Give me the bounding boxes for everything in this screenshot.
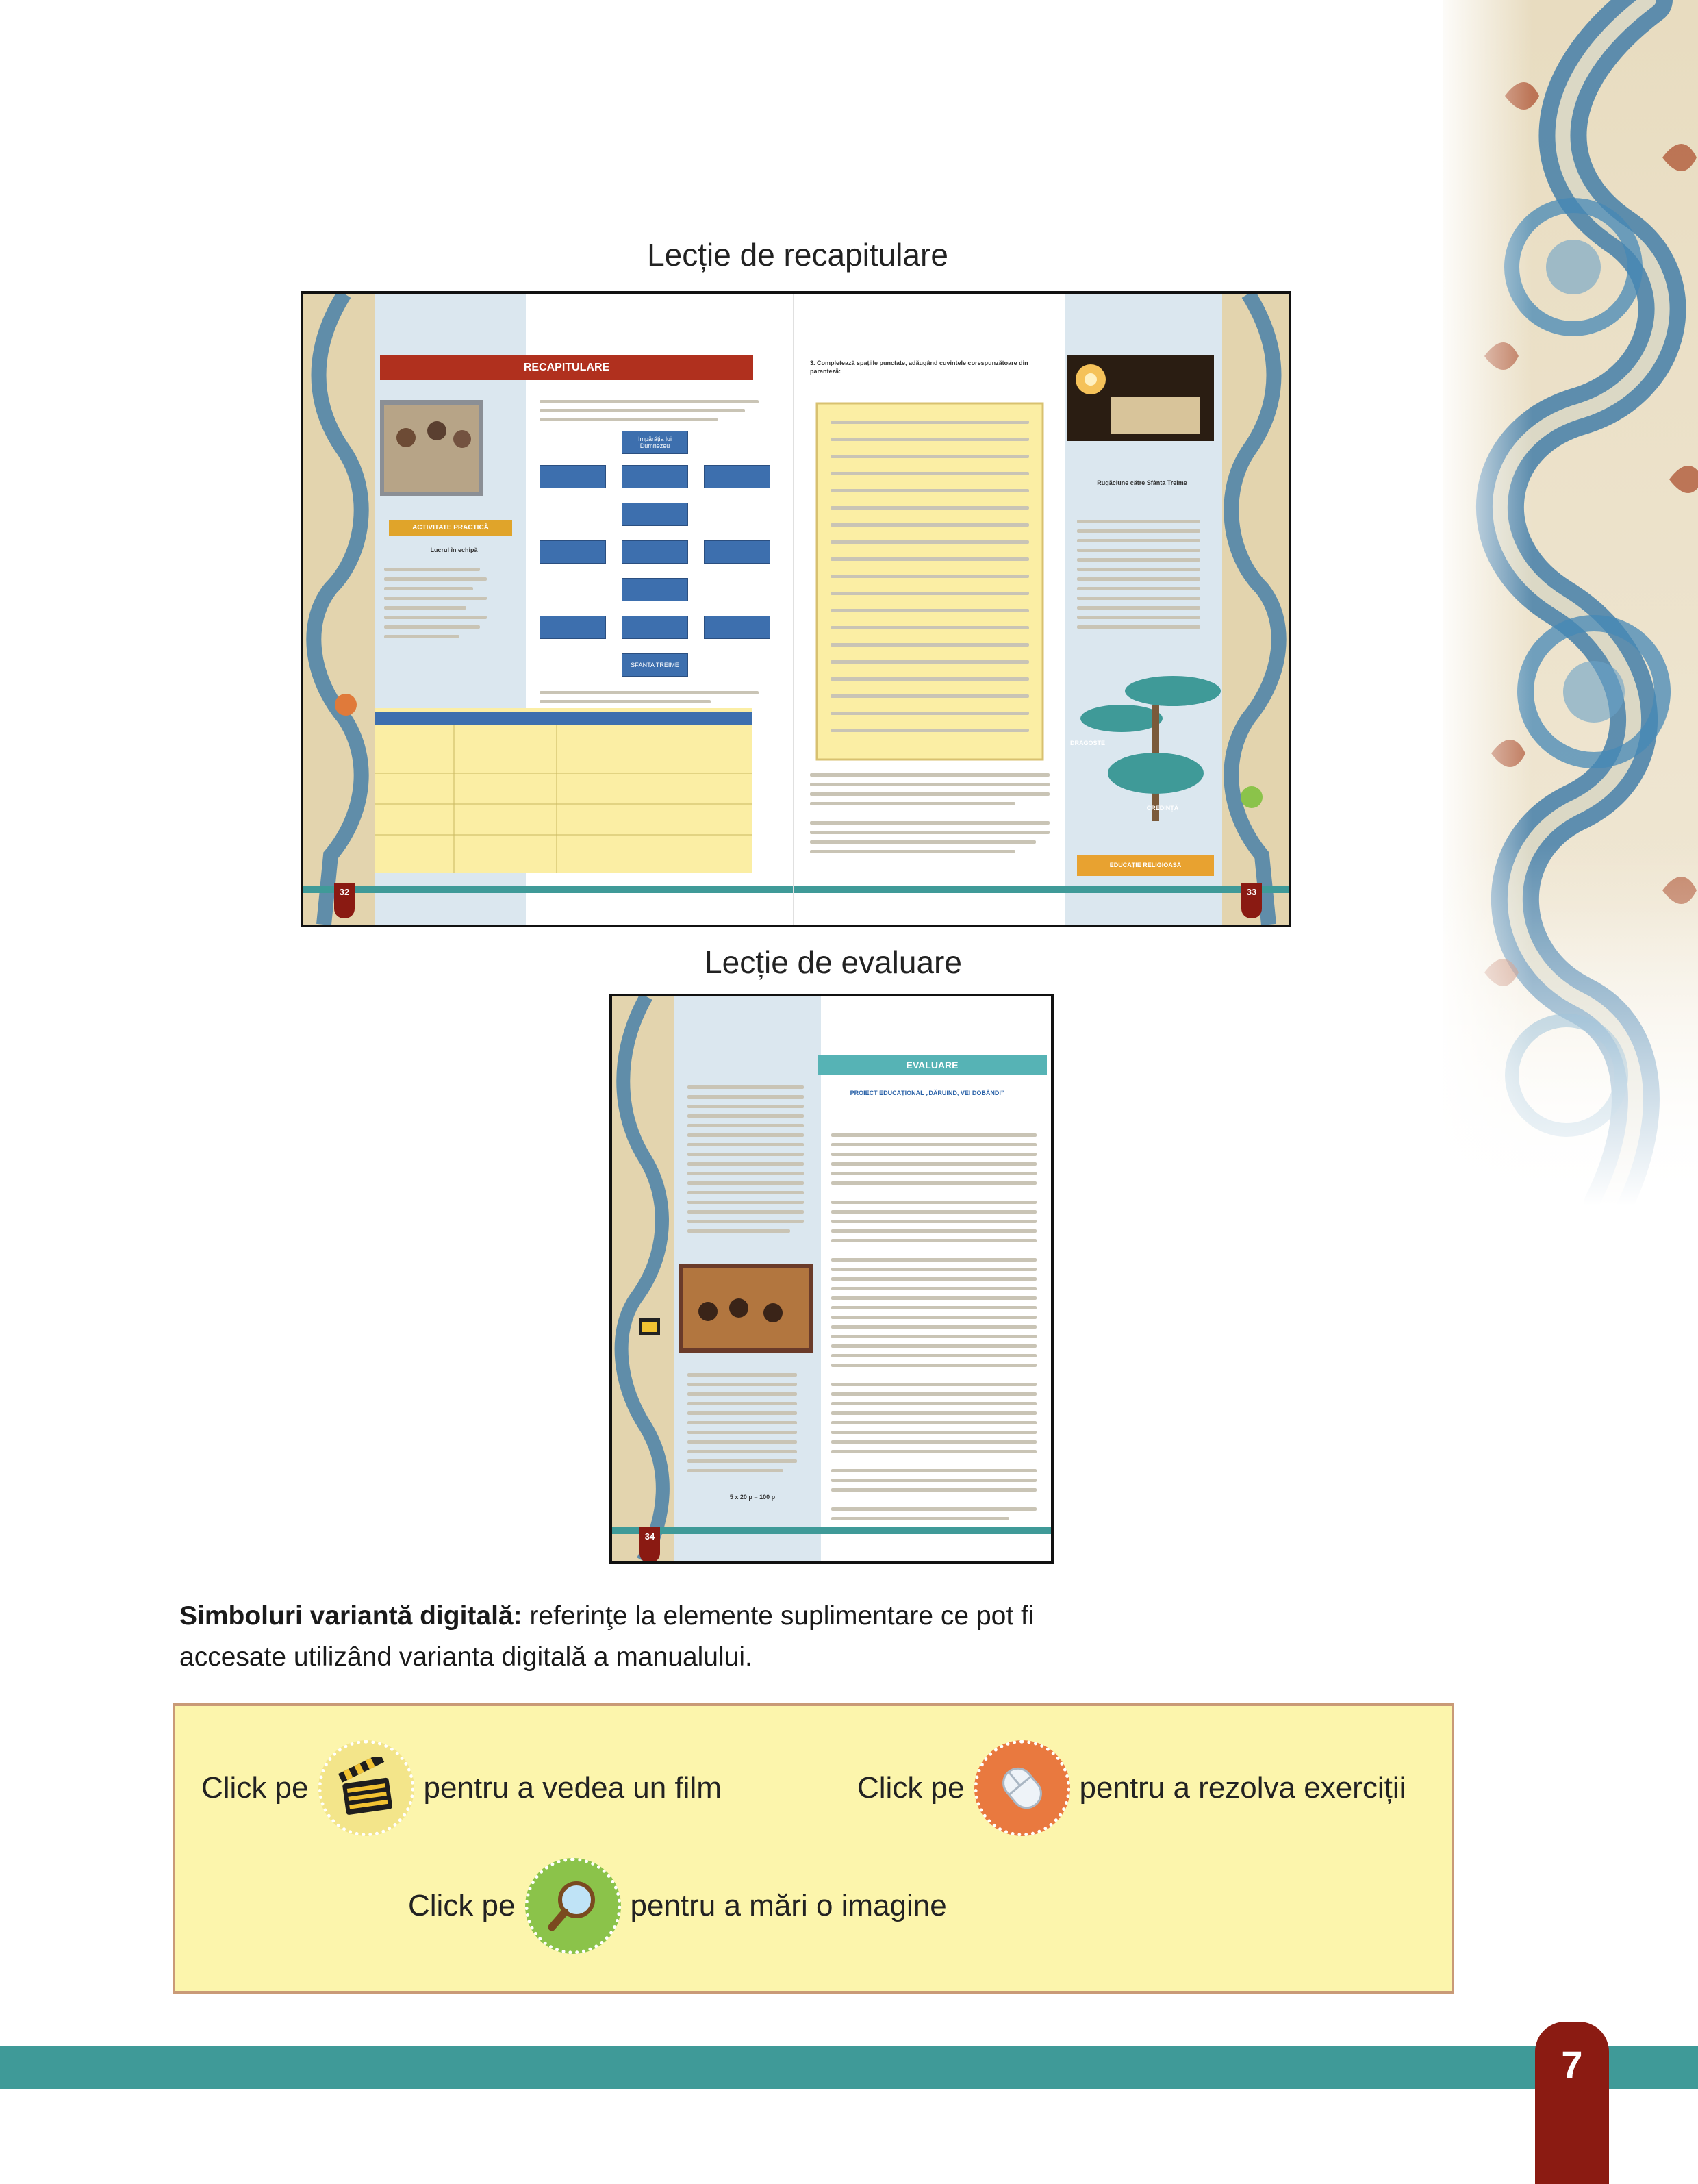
scheme-box-1 <box>540 465 606 488</box>
scheme-box-2 <box>622 465 688 488</box>
scheme-box-3 <box>704 465 770 488</box>
tree-banner-label: EDUCAȚIE RELIGIOASĂ <box>1109 862 1182 868</box>
legend-zoom-text: pentru a mări o imagine <box>630 1889 947 1922</box>
scheme-box-8 <box>622 578 688 601</box>
film-clapper-svg <box>333 1757 399 1819</box>
scheme-box-7 <box>704 540 770 564</box>
legend-zoom <box>408 1858 947 1954</box>
recap-page-right: 33 <box>1241 883 1262 918</box>
digital-symbols-description <box>179 1596 1056 1678</box>
scheme-box-10 <box>622 616 688 639</box>
recap-caption: Lecție de recapitulare <box>647 237 948 273</box>
legend-film-text: pentru a vedea un film <box>423 1771 722 1805</box>
magnifier-icon[interactable] <box>525 1858 621 1954</box>
footer-band <box>0 2046 1698 2089</box>
scheme-box-top: Împărăția lui Dumnezeu <box>622 431 688 454</box>
digital-symbols-legend <box>173 1703 1454 1994</box>
eval-heading: EVALUARE <box>818 1055 1047 1075</box>
recap-spread-image <box>301 291 1291 927</box>
eval-score: 5 x 20 p = 100 p <box>729 1494 776 1501</box>
scheme-box-6 <box>622 540 688 564</box>
recap-heading: RECAPITULARE <box>380 355 753 380</box>
eval-page-image <box>609 994 1054 1564</box>
legend-exercise <box>857 1740 1406 1836</box>
legend-zoom-prefix: Click pe <box>408 1889 516 1922</box>
film-clapper-icon[interactable] <box>318 1740 414 1836</box>
scheme-box-4 <box>622 503 688 526</box>
magnifier-svg <box>542 1875 604 1937</box>
legend-exercise-prefix: Click pe <box>857 1771 965 1805</box>
recap-activity-label: ACTIVITATE PRACTICĂ <box>389 520 512 536</box>
eval-caption: Lecție de evaluare <box>705 944 962 980</box>
mouse-svg <box>991 1757 1053 1819</box>
recap-page-left: 32 <box>334 883 355 918</box>
recap-team-label: Lucrul în echipă <box>430 547 478 553</box>
tree-top-label: DRAGOSTE <box>1070 740 1106 746</box>
scheme-box-5 <box>540 540 606 564</box>
scheme-box-9 <box>540 616 606 639</box>
recap-exercise3: 3. Completează spațiile punctate, adăugând cuvintele corespunzătoare din paranteză: <box>810 360 1028 375</box>
scheme-box-bottom: SFÂNTA TREIME <box>622 653 688 677</box>
scheme-box-11 <box>704 616 770 639</box>
legend-exercise-text: pentru a rezolva exerciții <box>1079 1771 1406 1805</box>
eval-page-number: 34 <box>639 1527 660 1563</box>
recap-prayer-title: Rugăciune către Sfânta Treime <box>1097 479 1187 486</box>
ornament-pattern <box>1443 0 1698 1205</box>
legend-film-prefix: Click pe <box>201 1771 309 1805</box>
mouse-icon[interactable] <box>974 1740 1070 1836</box>
legend-film <box>201 1740 722 1836</box>
description-bold: Simboluri variantă digitală: <box>179 1601 522 1631</box>
tree-mid-label: CREDINȚĂ <box>1146 805 1179 812</box>
description-text: referinţe la elemente suplimentare ce pot fi accesate utilizând varianta digitală a manualului. <box>179 1601 1035 1672</box>
page-number: 7 <box>1535 2022 1609 2184</box>
decorative-ornament-border <box>1443 0 1698 1205</box>
eval-project-title: PROIECT EDUCAȚIONAL „DĂRUIND, VEI DOBÂNDI” <box>850 1090 1004 1096</box>
